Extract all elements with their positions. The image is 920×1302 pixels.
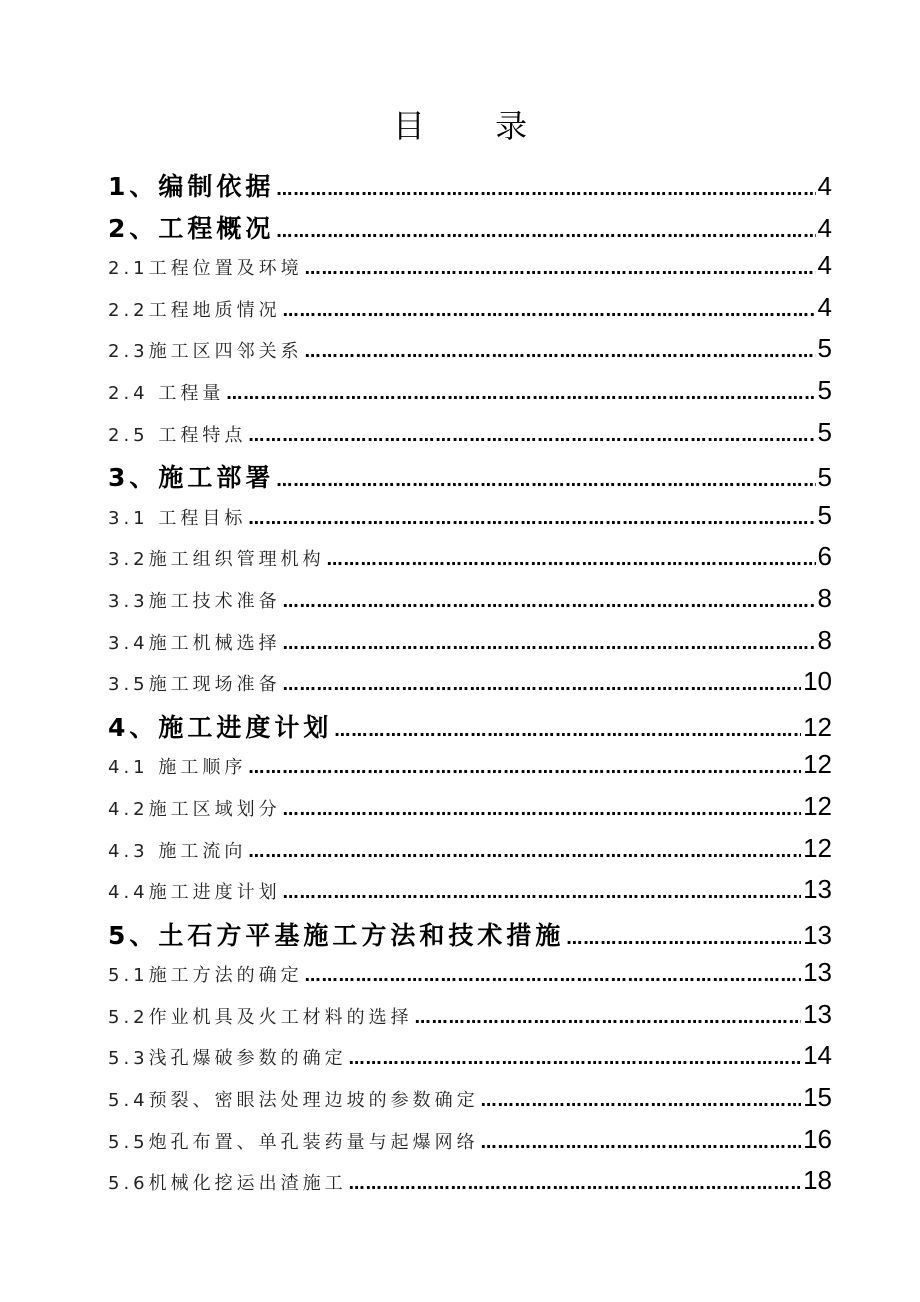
toc-page-number: 18	[803, 1165, 832, 1196]
toc-entry[interactable]	[108, 1165, 832, 1207]
toc-dot-leader	[248, 758, 801, 777]
toc-dot-leader	[566, 929, 801, 948]
toc-dot-leader	[283, 675, 801, 694]
toc-entry-label: 3.3施工技术准备	[108, 590, 281, 612]
toc-dot-leader	[327, 550, 816, 569]
toc-page-number: 5	[817, 499, 832, 530]
toc-entry-label: 3.1 工程目标	[108, 507, 247, 529]
toc-title: 目 录	[392, 107, 558, 145]
toc-page-number: 6	[817, 541, 832, 572]
toc-entry-label: 4、施工进度计划	[108, 712, 333, 742]
toc-dot-leader	[283, 301, 816, 320]
toc-entry-label: 5.5炮孔布置、单孔装药量与起爆网络	[108, 1131, 479, 1153]
toc-entry[interactable]	[108, 1082, 832, 1124]
toc-page-number: 12	[803, 749, 832, 780]
toc-dot-leader	[283, 883, 801, 902]
toc-entry[interactable]	[108, 791, 832, 833]
toc-dot-leader	[283, 592, 816, 611]
toc-page-number: 8	[817, 624, 832, 655]
toc-entry[interactable]	[108, 375, 832, 417]
toc-entry-label: 4.4施工进度计划	[108, 882, 281, 904]
toc-dot-leader	[248, 842, 801, 861]
toc-page-number: 13	[803, 957, 832, 988]
toc-entry[interactable]	[108, 957, 832, 999]
toc-dot-leader	[248, 509, 815, 528]
toc-dot-leader	[276, 471, 815, 490]
toc-entry[interactable]	[108, 583, 832, 625]
toc-page-number: 13	[803, 919, 832, 950]
toc-entry[interactable]	[108, 833, 832, 875]
toc-entry-label: 3.2施工组织管理机构	[108, 549, 325, 571]
toc-entry-label: 2.3施工区四邻关系	[108, 341, 303, 363]
toc-dot-leader	[349, 1049, 801, 1068]
toc-page-number: 5	[817, 462, 832, 493]
toc-dot-leader	[276, 180, 815, 199]
table-of-contents	[108, 167, 832, 1207]
toc-page-number: 12	[803, 790, 832, 821]
toc-page-number: 16	[803, 1123, 832, 1154]
toc-page-number: 4	[817, 171, 832, 201]
toc-page-number: 5	[817, 374, 832, 405]
toc-entry-label: 4.3 施工流向	[108, 840, 247, 862]
toc-dot-leader	[415, 1008, 801, 1027]
toc-entry[interactable]	[108, 333, 832, 375]
toc-entry[interactable]	[108, 625, 832, 667]
toc-entry-label: 5.1施工方法的确定	[108, 965, 303, 987]
toc-page-number: 12	[803, 711, 832, 742]
toc-page-number: 13	[803, 998, 832, 1029]
toc-page-number: 12	[803, 832, 832, 863]
toc-page-number: 15	[803, 1082, 832, 1113]
toc-dot-leader	[334, 721, 801, 740]
toc-entry-label: 2.4 工程量	[108, 382, 225, 404]
toc-page-number: 4	[817, 212, 832, 243]
toc-dot-leader	[349, 1174, 801, 1193]
toc-page-number: 4	[817, 250, 832, 281]
toc-dot-leader	[226, 384, 815, 403]
toc-entry-label: 3、施工部署	[108, 463, 275, 493]
toc-entry[interactable]	[108, 999, 832, 1041]
toc-entry[interactable]	[108, 209, 832, 251]
toc-entry[interactable]	[108, 1040, 832, 1082]
toc-dot-leader	[248, 426, 815, 445]
toc-entry[interactable]	[108, 417, 832, 459]
toc-entry[interactable]	[108, 916, 832, 958]
toc-dot-leader	[481, 1091, 801, 1110]
toc-entry[interactable]	[108, 1124, 832, 1166]
toc-entry-label: 4.2施工区域划分	[108, 798, 281, 820]
toc-entry[interactable]	[108, 874, 832, 916]
toc-entry-label: 3.5施工现场准备	[108, 674, 281, 696]
toc-entry[interactable]	[108, 749, 832, 791]
toc-entry[interactable]	[108, 666, 832, 708]
toc-dot-leader	[283, 634, 816, 653]
toc-dot-leader	[305, 259, 816, 278]
toc-dot-leader	[276, 222, 815, 241]
toc-entry-label: 2.2工程地质情况	[108, 299, 281, 321]
toc-entry[interactable]	[108, 541, 832, 583]
toc-dot-leader	[481, 1133, 801, 1152]
toc-entry-label: 5.4预裂、密眼法处理边坡的参数确定	[108, 1090, 479, 1112]
toc-entry-label: 5、土石方平基施工方法和技术措施	[108, 920, 565, 950]
toc-dot-leader	[305, 342, 816, 361]
toc-entry[interactable]	[108, 458, 832, 500]
toc-entry-label: 2、工程概况	[108, 213, 275, 243]
toc-entry-label: 3.4施工机械选择	[108, 632, 281, 654]
toc-page-number: 13	[803, 874, 832, 905]
toc-entry[interactable]	[108, 167, 832, 209]
toc-entry-label: 5.2作业机具及火工材料的选择	[108, 1006, 413, 1028]
toc-dot-leader	[283, 800, 801, 819]
toc-page-number: 5	[817, 416, 832, 447]
toc-entry-label: 1、编制依据	[108, 172, 275, 201]
toc-page-number: 10	[803, 666, 832, 697]
toc-page-number: 4	[817, 291, 832, 322]
toc-entry[interactable]	[108, 708, 832, 750]
toc-entry-label: 5.3浅孔爆破参数的确定	[108, 1048, 347, 1070]
toc-entry-label: 5.6机械化挖运出渣施工	[108, 1173, 347, 1195]
toc-entry[interactable]	[108, 500, 832, 542]
toc-page-number: 14	[803, 1040, 832, 1071]
toc-page-number: 8	[817, 582, 832, 613]
toc-entry-label: 2.1工程位置及环境	[108, 258, 303, 280]
toc-entry-label: 2.5 工程特点	[108, 424, 247, 446]
toc-entry-label: 4.1 施工顺序	[108, 757, 247, 779]
toc-entry[interactable]	[108, 292, 832, 334]
toc-dot-leader	[305, 966, 801, 985]
toc-entry[interactable]	[108, 250, 832, 292]
toc-page-number: 5	[817, 333, 832, 364]
